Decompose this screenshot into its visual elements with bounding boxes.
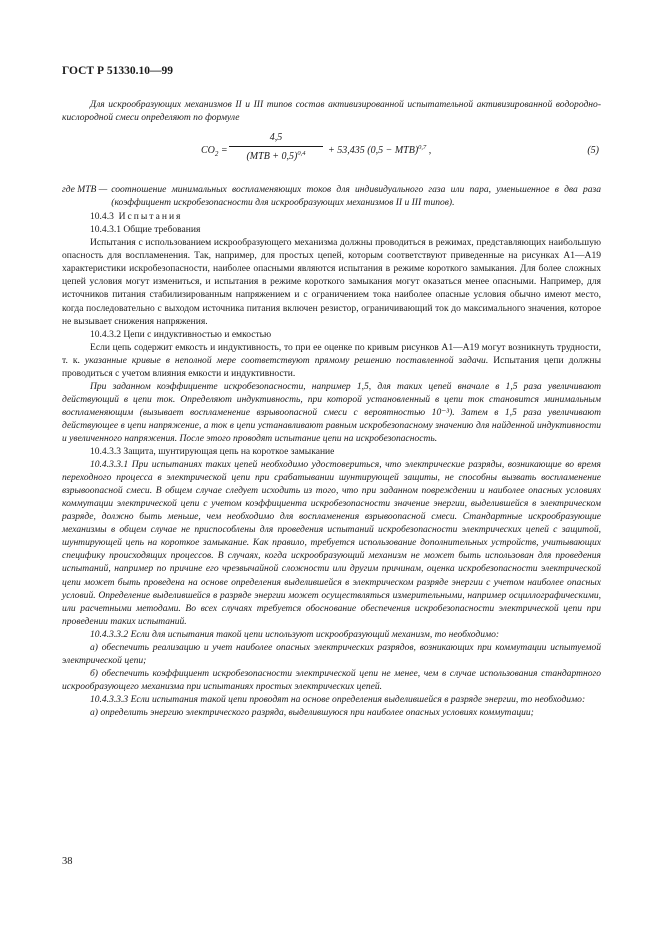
section-10-4-3-2-heading: 10.4.3.2 Цепи с индуктивностью и емкостью [90,328,272,340]
definition-term: где MTB — [62,184,108,196]
paragraph-general-requirements: Испытания с использованием искрообразующего механизма должны проводиться в режимах, представляющих наибольшую опасность для воспламенения. Так, например, для простых цепей, которым соответствуют приведенные на рисунках А1—А19 характеристики искробезопасности, наиболее опасными являются испытания в режиме короткого замыкания. Для более сложных цепей условия могут измениться, и испытания в режиме короткого замыкания могут оказаться менее опасными. Например, для источников питания стабилизированным напряжением и с ограничением тока наиболее опасные условия обычно имеют место, когда последовательно с выходом источника питания включен резистор, ограничивающий ток до максимального значения, которое не вызывает снижения напряжения. [62,237,601,327]
section-10-4-3-3-heading: 10.4.3.3 Защита, шунтирующая цепь на короткое замыкание [90,446,335,458]
formula-5 [62,131,601,173]
formula-number: (5) [587,145,599,157]
page-body [62,98,601,719]
paragraph-safety-factor: При заданном коэффициенте искробезопасности, например 1,5, для таких цепей вначале в 1,5 раза увеличивают действующий в цепи ток. Определяют индуктивность, при которой установленный в цепи ток становится минимальным воспламеняющим (вызывает воспламенение взрывоопасной смеси с вероятностью 10⁻³). Затем в 1,5 раза увеличивают действующее в цепи напряжение, а ток в цепи устанавливают равным искробезопасному значению для найденной индуктивности и увеличенного напряжения. После этого проводят испытание цепи на искробезопасность. [62,380,601,444]
paragraph-10-4-3-3-3: 10.4.3.3.3 Если испытания такой цепи проводят на основе определения выделившейся в разряде энергии, то необходимо: [90,693,586,705]
formula-rhs: + 53,435 (0,5 − MTB)$^{0,7}$ , [328,144,432,157]
formula-denominator: (MTB + 0,5)$^{0,4}$ [246,150,306,163]
definition-text: соотношение минимальных воспламеняющих токов для индивидуального газа или пара, уменьшенное в два раза (коэффициент искробезопасности для искрообразующих механизмов II и III типов). [111,184,601,209]
variable-definition [62,183,601,209]
list-item-a-energy: а) определить энергию электрического разряда, выделившуюся при наиболее опасных условиях коммутации; [90,706,534,718]
list-item-a: а) обеспечить реализацию и учет наиболее опасных электрических разрядов, возникающих при коммутации испытуемой электрической цепи; [62,641,601,666]
page-number: 38 [62,856,73,867]
list-item-b: б) обеспечить коэффициент искробезопасности электрической цепи не менее, чем в случае использования стандартного искрообразующего механизма при испытаниях простых электрических цепей. [62,667,601,692]
section-10-4-3-1-heading: 10.4.3.1 Общие требования [90,224,201,236]
paragraph-10-4-3-3-2: 10.4.3.3.2 Если для испытания такой цепи используют искрообразующий механизм, то необходимо: [90,628,500,640]
formula-numerator: 4,5 [229,131,323,147]
document-header: ГОСТ Р 51330.10—99 [62,65,173,77]
paragraph-10-4-3-3-1: 10.4.3.3.1 При испытаниях таких цепей необходимо удостовериться, что электрические разряды, возникающие во время переходного процесса в электрической цепи при срабатывании шунтирующей защиты, не способны вызвать воспламенение взрывоопасной смеси. В общем случае следует исходить из того, что при заданном повреждении и наиболее опасных условиях коммутации электрической цепи с учетом коэффициента искробезопасности значение энергии, выделившейся в электрическом разряде, должно быть меньше, чем необходимо для воспламенения взрывоопасной смеси. Стандартные искрообразующие механизмы в общем случае не приспособлены для проведения испытаний искробезопасности электрических цепей с защитой, шунтирующей цепь на короткое замыкание. Как правило, требуется использование дополнительных устройств, учитывающих специфику происходящих процессов. В случаях, когда искрообразующий механизм не может быть использован для проведения испытаний, например по причине его чрезвычайной сложности или другим причинам, оценка искробезопасности электрической цепи может быть проведена на основе определения выделившейся в электрическом разряде энергии с учетом наиболее опасных условий. Определение выделившейся в разряде энергии может осуществляться измерительными, например осциллографическими, или расчетными методами. Во всех случаях требуется обоснование обеспечения искробезопасности электрической цепи при проведении таких испытаний. [62,459,601,627]
formula-lhs: $CO_2$ = [201,145,228,159]
formula-intro: Для искрообразующих механизмов II и III типов состав активизированной испытательной активизированной водородно-кислородной смеси определяют по формуле [62,99,601,124]
paragraph-inductance-capacitance: Если цепь содержит емкость и индуктивность, то при ее оценке по кривым рисунков А1—А19 могут возникнуть трудности, т. к. указанные кривые в неполной мере соответствуют прямому решению поставленной задачи. Испытания цепи должны проводиться с учетом влияния емкости и индуктивности. [62,341,602,379]
formula-fraction [229,131,323,163]
section-10-4-3-heading: 10.4.3 Испытания [90,211,183,223]
